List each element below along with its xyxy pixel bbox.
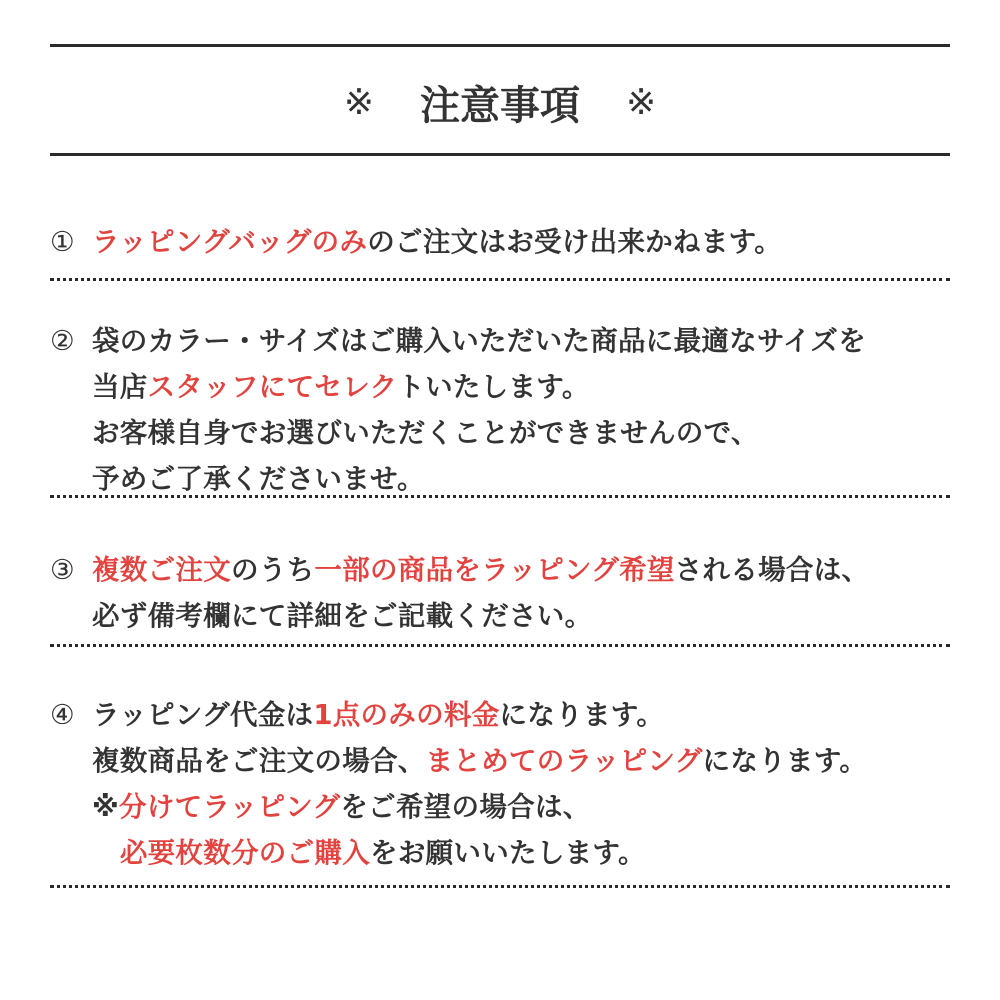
notice-item-4 xyxy=(50,692,950,876)
title-mark-right: ※ xyxy=(626,81,657,123)
highlight-text: 分けてラッピング xyxy=(119,791,341,823)
notice-text: 必ず備考欄にて詳細をご記載ください。 xyxy=(92,600,593,632)
notice-text: になります。 xyxy=(499,699,665,731)
notice-line xyxy=(50,593,950,639)
notice-line xyxy=(50,692,950,738)
item-number: ① xyxy=(50,226,75,258)
item-divider xyxy=(50,644,950,647)
title-text: 注意事項 xyxy=(420,82,580,129)
title-bottom-rule xyxy=(50,153,950,156)
notice-item-1 xyxy=(50,219,950,265)
notice-text: お客様自身でお選びいただくことができませんので、 xyxy=(92,417,759,449)
item-number: ③ xyxy=(50,554,75,586)
highlight-text: スタッフにてセレク xyxy=(147,371,398,403)
notice-text: ※ xyxy=(92,791,120,823)
notice-text: ラッピング代金は xyxy=(92,699,314,731)
notice-text: 複数商品をご注文の場合、 xyxy=(92,745,426,777)
notice-text: になります。 xyxy=(702,745,868,777)
title-top-rule xyxy=(50,44,950,47)
notice-line xyxy=(50,410,950,456)
title-mark-left: ※ xyxy=(343,81,374,123)
notice-line xyxy=(50,364,950,410)
item-divider xyxy=(50,495,950,498)
notice-text: 予めご了承くださいませ。 xyxy=(92,463,425,495)
item-divider xyxy=(50,278,950,281)
notice-line xyxy=(50,547,950,593)
notice-line xyxy=(50,830,950,876)
notice-text: 当店 xyxy=(92,371,148,403)
highlight-text: 1点のみの料金 xyxy=(313,699,500,731)
notice-line xyxy=(50,738,950,784)
highlight-text: 一部の商品をラッピング希望 xyxy=(314,554,675,586)
notice-line xyxy=(50,219,950,265)
highlight-text: 必要枚数分のご購入 xyxy=(119,837,371,869)
notice-item-3 xyxy=(50,547,950,639)
notice-text: 袋のカラー・サイズはご購入いただいた商品に最適なサイズを xyxy=(92,325,866,357)
notice-text: される場合は、 xyxy=(674,554,870,586)
notice-text: のうち xyxy=(231,554,315,586)
notice-text: をご希望の場合は、 xyxy=(340,791,591,823)
item-number: ④ xyxy=(50,699,75,731)
highlight-text: まとめてのラッピング xyxy=(425,745,703,777)
item-number: ② xyxy=(50,325,75,357)
highlight-text: 複数ご注文 xyxy=(92,554,231,586)
page-title xyxy=(50,72,950,132)
highlight-text: ラッピングバッグのみ xyxy=(92,226,368,258)
notice-line xyxy=(50,318,950,364)
item-divider xyxy=(50,885,950,888)
notice-text xyxy=(92,837,120,869)
notice-text: トいたします。 xyxy=(397,371,590,403)
notice-text: のご注文はお受け出来かねます。 xyxy=(367,226,783,258)
notice-item-2 xyxy=(50,318,950,502)
notice-line xyxy=(50,784,950,830)
notice-text: をお願いいたします。 xyxy=(370,837,646,869)
